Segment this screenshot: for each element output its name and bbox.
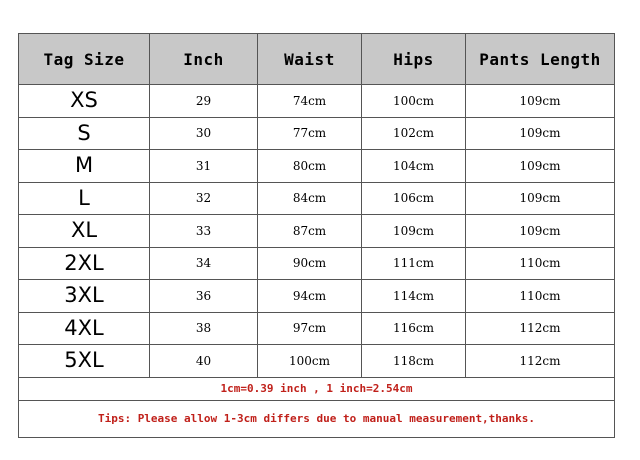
tag-size-cell: XS [19, 85, 150, 118]
header-pants-length: Pants Length [466, 34, 615, 85]
pants-length-cell: 112cm [466, 345, 615, 378]
pants-length-cell: 109cm [466, 182, 615, 215]
hips-cell: 100cm [362, 85, 466, 118]
pants-length-cell: 110cm [466, 247, 615, 280]
pants-length-cell: 109cm [466, 150, 615, 183]
waist-cell: 84cm [258, 182, 362, 215]
header-inch: Inch [150, 34, 258, 85]
pants-length-cell: 109cm [466, 117, 615, 150]
hips-cell: 116cm [362, 312, 466, 345]
hips-cell: 106cm [362, 182, 466, 215]
tips-row [19, 400, 615, 437]
table-row [19, 150, 615, 183]
pants-length-cell: 109cm [466, 215, 615, 248]
waist-cell: 77cm [258, 117, 362, 150]
tag-size-cell: L [19, 182, 150, 215]
inch-cell: 34 [150, 247, 258, 280]
table-row [19, 182, 615, 215]
pants-length-cell: 112cm [466, 312, 615, 345]
pants-length-cell: 110cm [466, 280, 615, 313]
pants-length-cell: 109cm [466, 85, 615, 118]
inch-cell: 36 [150, 280, 258, 313]
inch-cell: 38 [150, 312, 258, 345]
tag-size-cell: 2XL [19, 247, 150, 280]
header-hips: Hips [362, 34, 466, 85]
hips-cell: 109cm [362, 215, 466, 248]
tag-size-cell: 5XL [19, 345, 150, 378]
inch-cell: 30 [150, 117, 258, 150]
hips-cell: 114cm [362, 280, 466, 313]
hips-cell: 118cm [362, 345, 466, 378]
tips-note: Tips: Please allow 1-3cm differs due to manual measurement,thanks. [19, 400, 615, 437]
inch-cell: 40 [150, 345, 258, 378]
table-row [19, 215, 615, 248]
inch-cell: 32 [150, 182, 258, 215]
waist-cell: 87cm [258, 215, 362, 248]
waist-cell: 74cm [258, 85, 362, 118]
conversion-note-row [19, 377, 615, 400]
header-waist: Waist [258, 34, 362, 85]
table-row [19, 85, 615, 118]
hips-cell: 111cm [362, 247, 466, 280]
table-row [19, 345, 615, 378]
tag-size-cell: XL [19, 215, 150, 248]
header-tag-size: Tag Size [19, 34, 150, 85]
waist-cell: 97cm [258, 312, 362, 345]
table-row [19, 280, 615, 313]
table-row [19, 312, 615, 345]
waist-cell: 100cm [258, 345, 362, 378]
inch-cell: 31 [150, 150, 258, 183]
table-row [19, 117, 615, 150]
waist-cell: 94cm [258, 280, 362, 313]
conversion-note: 1cm=0.39 inch , 1 inch=2.54cm [19, 377, 615, 400]
size-chart-table [18, 33, 615, 438]
waist-cell: 80cm [258, 150, 362, 183]
inch-cell: 29 [150, 85, 258, 118]
header-row [19, 34, 615, 85]
inch-cell: 33 [150, 215, 258, 248]
hips-cell: 104cm [362, 150, 466, 183]
tag-size-cell: S [19, 117, 150, 150]
hips-cell: 102cm [362, 117, 466, 150]
waist-cell: 90cm [258, 247, 362, 280]
tag-size-cell: M [19, 150, 150, 183]
tag-size-cell: 3XL [19, 280, 150, 313]
table-row [19, 247, 615, 280]
tag-size-cell: 4XL [19, 312, 150, 345]
